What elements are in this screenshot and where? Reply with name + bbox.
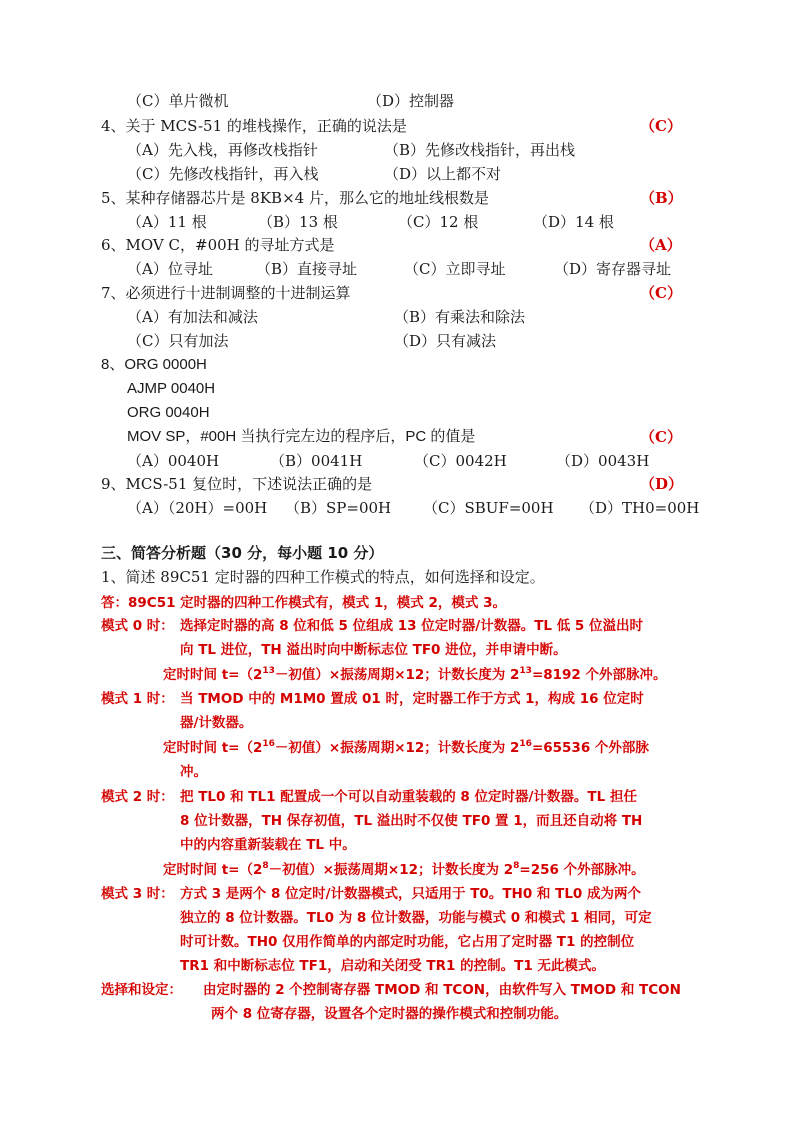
q8-option-b: （B）0041H [270,452,363,470]
selection-line-1: 由定时器的 2 个控制寄存器 TMOD 和 TCON，由软件写入 TMOD 和 TCON [203,982,681,998]
q6-option-d: （D）寄存器寻址 [554,260,672,278]
q5-option-c: （C）12 根 [398,213,479,231]
mode-0-label: 模式 0 时： [101,618,174,634]
mode-3-line-3: 时可计数。TH0 仅用作简单的内部定时功能，它占用了定时器 T1 的控制位 [180,934,635,950]
q8-code-line-1: 8、ORG 0000H [101,356,207,373]
q9-answer: （D） [640,475,684,493]
mode-1-formula: 定时时间 $t=(2^{16}-$初值）×振荡周期×12；计数长度为 $2^{16}=65536$ 个外部脉 [163,739,649,756]
q8-code-line-4: MOV SP，#00H 当执行完左边的程序后，PC 的值是 [127,428,476,445]
section-3-question-1: 1、简述 89C51 定时器的四种工作模式的特点，如何选择和设定。 [101,568,545,586]
q7-option-b: （B）有乘法和除法 [394,308,526,326]
mode-1-label: 模式 1 时： [101,691,174,707]
q5-option-b: （B）13 根 [258,213,338,231]
q5-option-d: （D）14 根 [533,213,614,231]
section-3-title: 三、简答分析题（30 分，每小题 10 分） [101,544,384,562]
q6-answer: （A） [640,236,682,254]
q4-stem: 4、关于 MCS-51 的堆栈操作，正确的说法是 [101,117,407,135]
mode-0-line-2: 向 TL 进位，TH 溢出时向中断标志位 TF0 进位，并申请中断。 [180,642,567,658]
q8-option-a: （A）0040H [127,452,220,470]
q8-option-d: （D）0043H [556,452,650,470]
q6-stem: 6、MOV C，#00H 的寻址方式是 [101,236,335,254]
mode-2-line-1: 把 TL0 和 TL1 配置成一个可以自动重装载的 8 位定时器/计数器。TL 担任 [180,789,637,805]
q8-code-line-3: ORG 0040H [127,404,210,421]
q5-answer: （B） [640,189,683,207]
q5-stem: 5、某种存储器芯片是 8KB×4 片，那么它的地址线根数是 [101,189,489,207]
mode-3-line-1: 方式 3 是两个 8 位定时/计数器模式，只适用于 T0。TH0 和 TL0 成为两个 [180,886,642,902]
q9-option-b: （B）SP=00H [285,499,392,517]
q4-option-a: （A）先入栈，再修改栈指针 [127,141,318,159]
selection-label: 选择和设定： [101,982,182,998]
mode-3-line-2: 独立的 8 位计数器。TL0 为 8 位计数器，功能与模式 0 和模式 1 相同，可定 [180,910,652,926]
q9-option-d: （D）TH0=00H [580,499,700,517]
mode-1-line-1: 当 TMOD 中的 M1M0 置成 01 时，定时器工作于方式 1，构成 16 位定时 [180,691,644,707]
q5-option-a: （A）11 根 [127,213,207,231]
mode-2-formula: 定时时间 $t=(2^8-$初值）×振荡周期×12；计数长度为 $2^8=256$ 个外部脉冲。 [163,861,645,878]
mode-0-formula: 定时时间 $t=(2^{13}-$初值）×振荡周期×12；计数长度为 $2^{13}=8192$ 个外部脉冲。 [163,666,667,683]
q3-option-c: （C）单片微机 [127,92,229,110]
mode-3-label: 模式 3 时： [101,886,174,902]
q8-answer: （C） [640,428,682,446]
mode-2-line-2: 8 位计数器，TH 保存初值，TL 溢出时不仅使 TF0 置 1，而且还自动将 TH [180,813,643,829]
q9-option-a: （A）（20H）=00H [127,499,268,517]
q4-option-c: （C）先修改栈指针，再入栈 [127,165,319,183]
answer-intro: 答：89C51 定时器的四种工作模式有，模式 1，模式 2，模式 3。 [101,595,506,611]
q7-stem: 7、必须进行十进制调整的十进制运算 [101,284,351,302]
q7-answer: （C） [640,284,682,302]
q4-option-d: （D）以上都不对 [384,165,502,183]
q9-option-c: （C）SBUF=00H [423,499,554,517]
q6-option-a: （A）位寻址 [127,260,213,278]
q6-option-c: （C）立即寻址 [404,260,506,278]
mode-0-line-1: 选择定时器的高 8 位和低 5 位组成 13 位定时器/计数器。TL 低 5 位溢出时 [180,618,644,634]
mode-2-label: 模式 2 时： [101,789,174,805]
q8-option-c: （C）0042H [414,452,507,470]
q9-stem: 9、MCS-51 复位时，下述说法正确的是 [101,475,373,493]
mode-2-line-3: 中的内容重新装载在 TL 中。 [180,837,356,853]
selection-line-2: 两个 8 位寄存器，设置各个定时器的操作模式和控制功能。 [211,1006,568,1022]
q6-option-b: （B）直接寻址 [256,260,358,278]
q4-answer: （C） [640,117,682,135]
mode-1-line-2: 器/计数器。 [180,715,253,731]
q7-option-a: （A）有加法和减法 [127,308,258,326]
q4-option-b: （B）先修改栈指针，再出栈 [384,141,576,159]
q7-option-d: （D）只有减法 [394,332,497,350]
mode-3-line-4: TR1 和中断标志位 TF1，启动和关闭受 TR1 的控制。T1 无此模式。 [180,958,605,974]
q7-option-c: （C）只有加法 [127,332,229,350]
mode-1-formula-line-2: 冲。 [180,764,207,780]
q3-option-d: （D）控制器 [367,92,455,110]
q8-code-line-2: AJMP 0040H [127,380,216,397]
